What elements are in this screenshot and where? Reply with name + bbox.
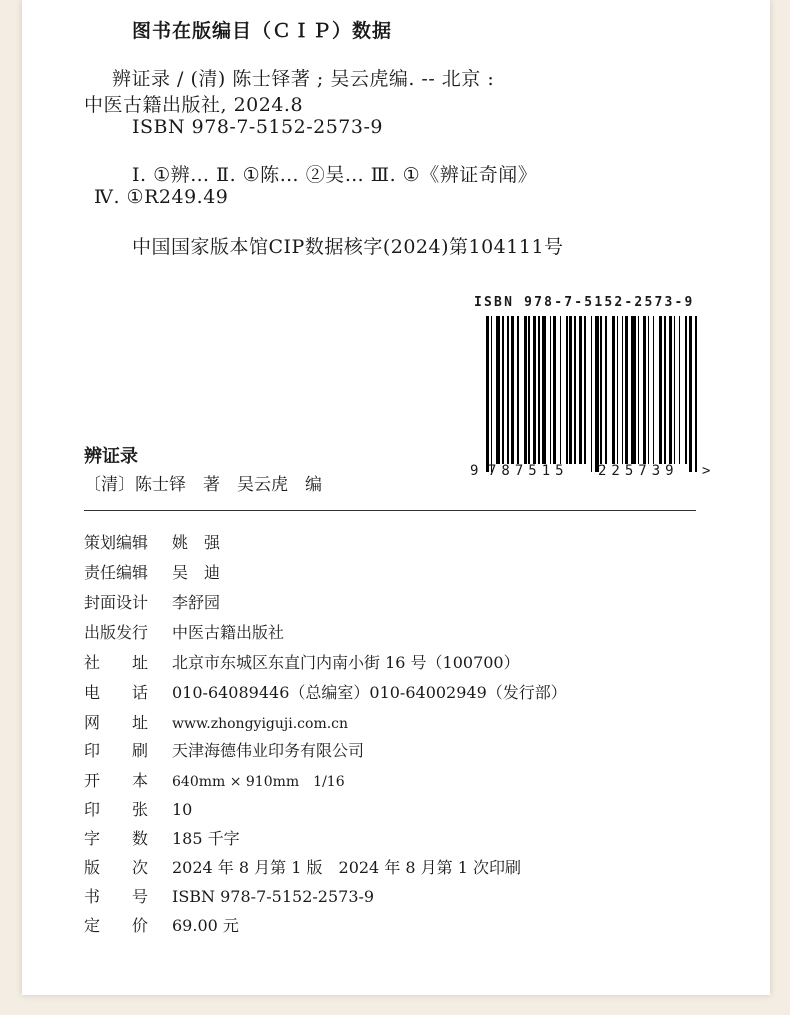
barcode-bar: [528, 316, 530, 464]
barcode-bar: [638, 316, 640, 464]
info-value: 吴 迪: [172, 563, 221, 582]
info-label: 定 价: [84, 916, 149, 935]
barcode-bar: [591, 316, 593, 472]
info-label: 开 本: [84, 771, 149, 790]
cip-line-1: 辨证录 / (清) 陈士铎著 ; 吴云虎编. -- 北京 :: [112, 68, 495, 90]
cip-line-5: Ⅳ. ①R249.49: [94, 186, 229, 208]
info-label: 社 址: [84, 653, 149, 672]
info-label: 字 数: [84, 829, 149, 848]
info-row-phone: [84, 680, 567, 703]
info-value: 10: [172, 800, 193, 819]
info-label: 印 刷: [84, 741, 149, 760]
barcode-bar: [612, 316, 615, 464]
barcode-bar: [517, 316, 519, 464]
divider: [84, 510, 696, 511]
barcode-bar: [622, 316, 624, 464]
info-label: 书 号: [84, 887, 149, 906]
cip-line-2: 中医古籍出版社, 2024.8: [84, 94, 304, 116]
copyright-page: [22, 0, 770, 995]
barcode-bar: [553, 316, 556, 464]
info-value: 640mm × 910mm 1/16: [172, 774, 345, 790]
info-row-website: [84, 710, 348, 733]
info-row-price: [84, 913, 239, 936]
barcode-bar: [538, 316, 540, 464]
barcode-bar: [648, 316, 650, 464]
info-value: 69.00 元: [172, 916, 239, 935]
book-title: 辨证录: [84, 446, 138, 467]
info-value: 185 千字: [172, 829, 240, 848]
info-row-sheets: [84, 797, 192, 820]
info-row-printer: [84, 738, 364, 761]
info-value: 姚 强: [172, 533, 221, 552]
cip-line-3: ISBN 978-7-5152-2573-9: [132, 116, 383, 138]
info-label: 版 次: [84, 858, 149, 877]
info-label: 出版发行: [84, 623, 149, 642]
barcode-bars: [486, 316, 700, 472]
barcode-bar: [659, 316, 662, 464]
barcode-bar: [491, 316, 493, 472]
info-value: 北京市东城区东直门内南小街 16 号（100700）: [172, 653, 520, 672]
info-label: 印 张: [84, 800, 149, 819]
barcode-bar: [664, 316, 666, 464]
barcode-bar: [502, 316, 504, 464]
info-row-format: [84, 768, 345, 791]
info-value: www.zhongyiguji.com.cn: [172, 716, 349, 732]
info-label: 责任编辑: [84, 563, 149, 582]
barcode-bar: [524, 316, 527, 464]
barcode-bar: [679, 316, 681, 464]
barcode-bar: [507, 316, 509, 464]
barcode-bar: [584, 316, 586, 464]
barcode-bar: [579, 316, 582, 464]
barcode-isbn-label: ISBN 978-7-5152-2573-9: [474, 295, 695, 310]
barcode-bar: [600, 316, 602, 464]
info-value: ISBN 978-7-5152-2573-9: [172, 887, 375, 906]
barcode-arrow: >: [702, 463, 711, 479]
barcode-digits: [470, 463, 722, 479]
barcode-bar: [617, 316, 619, 464]
cip-line-6: 中国国家版本馆CIP数据核字(2024)第104111号: [132, 236, 564, 258]
info-row-edition: [84, 855, 521, 878]
barcode-bar: [496, 316, 501, 464]
info-row-isbn: [84, 884, 374, 907]
barcode-bar: [643, 316, 646, 464]
barcode-bar: [605, 316, 607, 464]
info-label: 网 址: [84, 713, 149, 732]
info-label: 电 话: [84, 683, 149, 702]
info-value: 2024 年 8 月第 1 版 2024 年 8 月第 1 次印刷: [172, 858, 522, 877]
barcode-bar: [533, 316, 536, 464]
barcode-bar: [689, 316, 692, 472]
book-authors: 〔清〕陈士铎 著 吴云虎 编: [84, 475, 322, 495]
info-row-word-count: [84, 826, 240, 849]
barcode-bar: [511, 316, 514, 464]
barcode-digit-first: 9: [470, 463, 479, 479]
info-row-responsible-editor: [84, 560, 220, 583]
info-row-publisher: [84, 620, 284, 643]
barcode-bar: [560, 316, 562, 464]
info-row-cover-design: [84, 590, 220, 613]
cip-line-4: Ⅰ. ①辨… Ⅱ. ①陈… ②吴… Ⅲ. ①《辨证奇闻》: [132, 164, 538, 186]
isbn-barcode: [470, 295, 722, 495]
info-label: 封面设计: [84, 593, 149, 612]
barcode-bar: [653, 316, 655, 464]
info-row-planning-editor: [84, 530, 220, 553]
barcode-bar: [574, 316, 576, 464]
cip-title: 图书在版编目（ＣＩＰ）数据: [132, 20, 393, 42]
info-value: 中医古籍出版社: [172, 623, 285, 642]
info-value: 010-64089446（总编室）010-64002949（发行部）: [172, 683, 567, 702]
barcode-bar: [669, 316, 672, 464]
barcode-bar: [569, 316, 572, 464]
info-value: 天津海德伟业印务有限公司: [172, 741, 365, 760]
barcode-bar: [674, 316, 676, 464]
barcode-bar: [695, 316, 697, 472]
barcode-digits-left: 787515: [488, 463, 569, 479]
barcode-bar: [631, 316, 636, 464]
barcode-bar: [566, 316, 568, 464]
barcode-bar: [486, 316, 489, 472]
barcode-bar: [550, 316, 552, 464]
info-row-address: [84, 650, 520, 673]
info-label: 策划编辑: [84, 533, 149, 552]
info-value: 李舒园: [172, 593, 221, 612]
barcode-bar: [685, 316, 687, 464]
barcode-digits-right: 225739: [598, 463, 679, 479]
barcode-bar: [542, 316, 547, 464]
barcode-bar: [595, 316, 598, 472]
barcode-bar: [625, 316, 628, 464]
